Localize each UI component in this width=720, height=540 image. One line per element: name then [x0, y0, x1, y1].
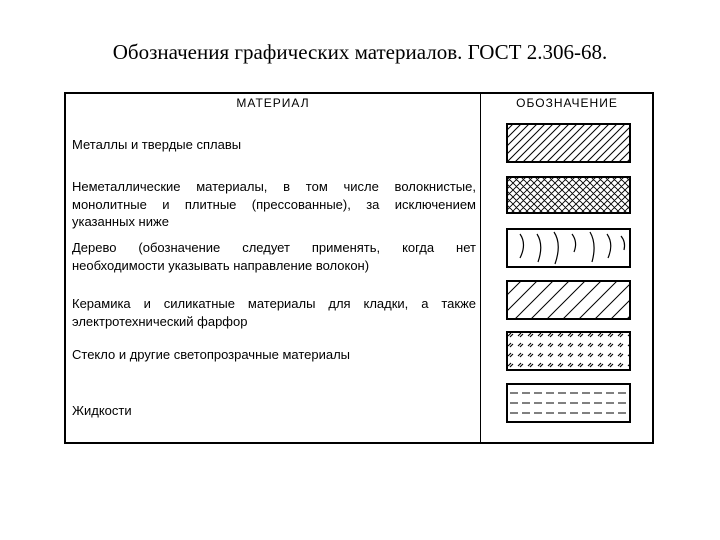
material-wood: Дерево (обозначение следует применять, когда нет необходимости указывать направление волокон): [72, 240, 476, 273]
material-ceramics: Керамика и силикатные материалы для кладки, а также электротехнический фарфор: [72, 296, 476, 329]
cross-hatch-icon: [506, 176, 631, 214]
material-metals: Металлы и твердые сплавы: [72, 137, 242, 152]
page-title: Обозначения графических материалов. ГОСТ 2.306-68.: [112, 40, 608, 64]
glass-strokes-icon: [506, 331, 631, 371]
wood-arcs-icon: [506, 228, 631, 268]
header-symbol: ОБОЗНАЧЕНИЕ: [516, 96, 618, 110]
material-glass: Стекло и другие светопрозрачные материалы: [72, 347, 351, 362]
material-liquids: Жидкости: [72, 403, 132, 418]
header-material: МАТЕРИАЛ: [236, 96, 310, 110]
column-divider: [480, 92, 481, 444]
dashed-lines-icon: [506, 383, 631, 423]
diagonal-hatch-icon: [506, 123, 631, 163]
wide-diagonal-hatch-icon: [506, 280, 631, 320]
material-nonmetals: Неметаллические материалы, в том числе волокнистые, монолитные и плитные (прессованные), за исключением указанных ниже: [72, 179, 476, 229]
